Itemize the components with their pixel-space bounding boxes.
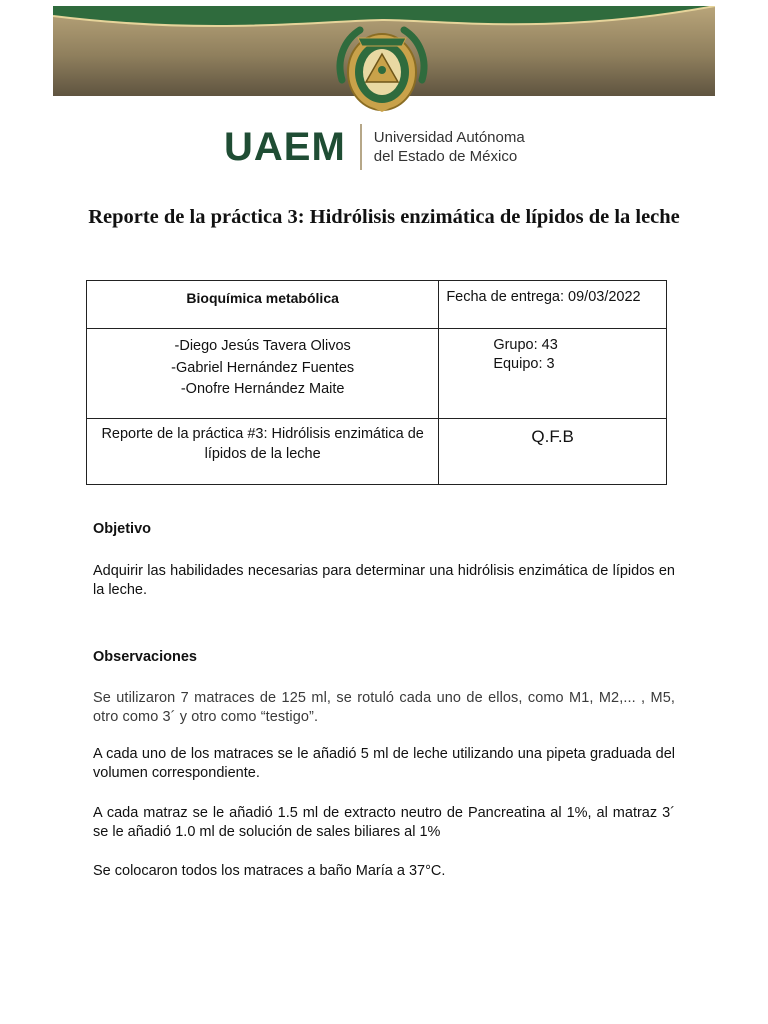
university-name [374,128,525,166]
table-row [87,419,667,485]
objective-heading: Objetivo [93,521,152,537]
due-date: Fecha de entrega: 09/03/2022 [446,289,641,305]
due-date-cell [439,281,667,329]
member-list [87,329,438,401]
member-name: -Diego Jesús Tavera Olivos [174,338,351,354]
logo-divider [360,124,362,170]
group-cell [439,329,667,419]
member-name: -Onofre Hernández Maite [180,381,345,397]
observation-paragraph: Se utilizaron 7 matraces de 125 ml, se rotuló cada uno de ellos, como M1, M2,... , M5, otro como 3´ y otro como “testigo”. [93,690,675,725]
objective-text: Adquirir las habilidades necesarias para determinar una hidrólisis enzimática de lípidos en la leche. [93,563,675,598]
team-number: Equipo: 3 [493,356,555,372]
uaem-logo [224,122,525,172]
uaem-logo-text: UAEM [224,125,346,169]
table-row [87,281,667,329]
subject-name: Bioquímica metabólica [186,290,339,306]
members-cell [87,329,439,419]
observations-heading: Observaciones [93,649,197,665]
observation-paragraph: Se colocaron todos los matraces a baño María a 37°C. [93,863,446,879]
observation-paragraph: A cada matraz se le añadió 1.5 ml de extracto neutro de Pancreatina al 1%, al matraz 3´ se le añadió 1.0 ml de solución de sales biliares al 1% [93,805,675,840]
group-number: Grupo: 43 [493,337,558,353]
document-title: Reporte de la práctica 3: Hidrólisis enzimática de lípidos de la leche [88,206,680,228]
program-name: Q.F.B [531,427,574,446]
subject-cell [87,281,439,329]
info-table [86,280,667,485]
university-seal-icon [326,20,438,116]
table-row [87,329,667,419]
observation-paragraph: A cada uno de los matraces se le añadió 5 ml de leche utilizando una pipeta graduada del volumen correspondiente. [93,746,675,781]
report-cell [87,419,439,485]
program-cell [439,419,667,485]
report-name: Reporte de la práctica #3: Hidrólisis enzimática de lípidos de la leche [101,426,424,462]
university-name-line2: del Estado de México [373,148,518,165]
university-name-line1: Universidad Autónoma [373,129,525,146]
member-name: -Gabriel Hernández Fuentes [171,359,355,376]
